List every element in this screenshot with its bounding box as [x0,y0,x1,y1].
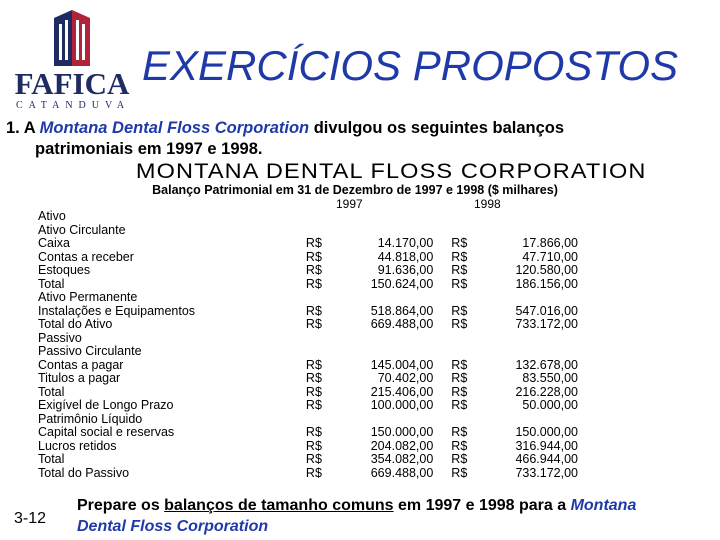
currency-1998 [451,345,493,359]
currency-1997: R$ [305,398,322,412]
value-1998 [493,345,578,359]
currency-1997: R$ [305,303,322,318]
currency-1997: R$ [305,357,322,372]
balance-sheet-table [38,210,578,480]
balance-row [38,467,578,481]
currency-1997: R$ [305,452,322,466]
value-1997 [347,332,451,346]
currency-1997 [306,332,348,346]
balance-row [38,251,578,265]
currency-1998: R$ [451,317,468,331]
value-1998: 547.016,00 [515,303,578,318]
balance-row [38,372,578,386]
balance-row [38,453,578,467]
currency-1997 [306,413,348,427]
currency-1997: R$ [305,384,322,399]
value-1998: 733.172,00 [515,317,578,331]
value-1998 [493,210,578,224]
row-label: Total do Ativo [38,317,113,331]
balance-row [38,426,578,440]
row-label: Contas a pagar [38,357,124,372]
row-label: Passivo [38,330,82,345]
currency-1997 [306,345,348,359]
balance-row [38,345,578,359]
value-1997: 150.000,00 [370,425,434,439]
row-label: Total do Passivo [38,465,130,480]
value-1997: 91.636,00 [377,263,434,277]
balance-row [38,278,578,292]
value-1998 [493,224,578,238]
year-1997-header: 1997 [336,197,363,211]
slide-number: 3-12 [14,510,47,527]
balance-sheet-subtitle: Balanço Patrimonial em 31 de Dezembro de 1997 e 1998 ($ milhares) [152,183,558,197]
currency-1997: R$ [305,249,322,264]
balance-sheet-body [38,210,578,480]
balance-row [38,440,578,454]
currency-1998: R$ [451,303,468,318]
balance-sheet-title: MONTANA DENTAL FLOSS CORPORATION [135,160,647,183]
exercise-prompt [77,495,717,537]
currency-1997: R$ [305,276,322,291]
value-1997: 70.402,00 [377,371,434,385]
row-label: Ativo Circulante [38,222,126,237]
balance-row [38,359,578,373]
row-label: Patrimônio Líquido [38,411,143,426]
value-1998: 316.944,00 [515,438,578,453]
value-1997 [347,291,451,305]
balance-row [38,332,578,346]
row-label: Contas a receber [38,249,134,264]
value-1997 [347,413,451,427]
value-1997: 44.818,00 [377,249,434,264]
value-1997: 145.004,00 [370,357,434,372]
value-1998: 733.172,00 [515,465,578,480]
row-label: Estoques [38,263,91,277]
value-1998: 120.580,00 [515,263,578,277]
currency-1998: R$ [451,452,468,466]
fafica-logo [14,8,130,112]
currency-1998: R$ [451,425,468,439]
row-label: Total [38,452,65,466]
currency-1997: R$ [305,263,322,277]
currency-1998 [451,224,493,238]
row-label: Ativo [38,209,66,223]
prompt-company-1: Montana [570,497,637,514]
currency-1998 [451,332,493,346]
currency-1997 [306,224,348,238]
value-1998 [493,413,578,427]
value-1997: 215.406,00 [370,384,434,399]
row-label: Total [38,276,65,291]
logo-city: CATANDUVA [16,100,131,111]
currency-1997: R$ [305,425,322,439]
currency-1998: R$ [451,438,468,453]
balance-row [38,264,578,278]
balance-row [38,224,578,238]
value-1998: 132.678,00 [515,357,578,372]
row-label: Lucros retidos [38,438,117,453]
currency-1997: R$ [305,438,322,453]
row-label: Passivo Circulante [38,344,142,358]
question-suffix: divulgou os seguintes balanços [309,119,565,137]
value-1997: 669.488,00 [370,317,434,331]
row-label: Ativo Permanente [38,290,138,304]
currency-1998: R$ [451,263,468,277]
currency-1998 [451,291,493,305]
currency-1997 [306,291,348,305]
balance-row [38,237,578,251]
currency-1998: R$ [451,465,468,480]
row-label: Exigível de Longo Prazo [38,398,174,412]
value-1997: 669.488,00 [370,465,434,480]
currency-1997: R$ [305,465,322,480]
logo-name: FAFICA [14,66,130,101]
value-1998: 83.550,00 [522,371,578,385]
row-label: Titulos a pagar [38,371,121,385]
question-line-2: patrimoniais em 1997 e 1998. [35,140,263,158]
value-1997: 354.082,00 [370,452,434,466]
currency-1998: R$ [451,357,468,372]
question-company: Montana Dental Floss Corporation [39,119,310,137]
value-1998 [493,332,578,346]
value-1997: 14.170,00 [377,236,434,250]
currency-1998: R$ [451,371,468,385]
balance-row [38,413,578,427]
currency-1998: R$ [451,276,468,291]
value-1998 [493,291,578,305]
balance-row [38,210,578,224]
row-label: Instalações e Equipamentos [38,303,196,318]
value-1998: 466.944,00 [515,452,578,466]
row-label: Total [38,384,65,399]
balance-row [38,386,578,400]
value-1998: 216.228,00 [515,384,578,399]
currency-1998: R$ [451,236,468,250]
value-1998: 150.000,00 [515,425,578,439]
currency-1998: R$ [451,398,468,412]
prompt-text-a: Prepare os [77,497,165,514]
building-icon [50,8,94,66]
balance-row [38,291,578,305]
value-1997 [347,345,451,359]
currency-1998: R$ [451,249,468,264]
currency-1997: R$ [305,236,322,250]
balance-row [38,318,578,332]
value-1998: 17.866,00 [522,236,578,250]
prompt-company-2: Dental Floss Corporation [77,518,269,535]
currency-1997: R$ [305,317,322,331]
prompt-text-b: em 1997 e 1998 para a [393,497,571,514]
question-prefix: 1. A [6,119,40,137]
value-1998: 186.156,00 [515,276,578,291]
row-label: Capital social e reservas [38,425,175,439]
row-label: Caixa [38,236,70,250]
currency-1997: R$ [305,371,322,385]
question-intro [6,118,706,160]
value-1997: 518.864,00 [370,303,434,318]
value-1997 [347,224,451,238]
prompt-underlined: balanços de tamanho comuns [164,497,394,514]
value-1997: 150.624,00 [370,276,434,291]
currency-1997 [306,210,348,224]
value-1998: 47.710,00 [522,249,578,264]
value-1997: 100.000,00 [370,398,434,412]
year-1998-header: 1998 [474,197,501,211]
currency-1998 [451,210,493,224]
page-title: EXERCÍCIOS PROPOSTOS [142,42,679,89]
balance-row [38,399,578,413]
balance-row [38,305,578,319]
currency-1998: R$ [451,384,468,399]
value-1998: 50.000,00 [522,398,578,412]
value-1997: 204.082,00 [370,438,434,453]
currency-1998 [451,413,493,427]
value-1997 [347,210,451,224]
